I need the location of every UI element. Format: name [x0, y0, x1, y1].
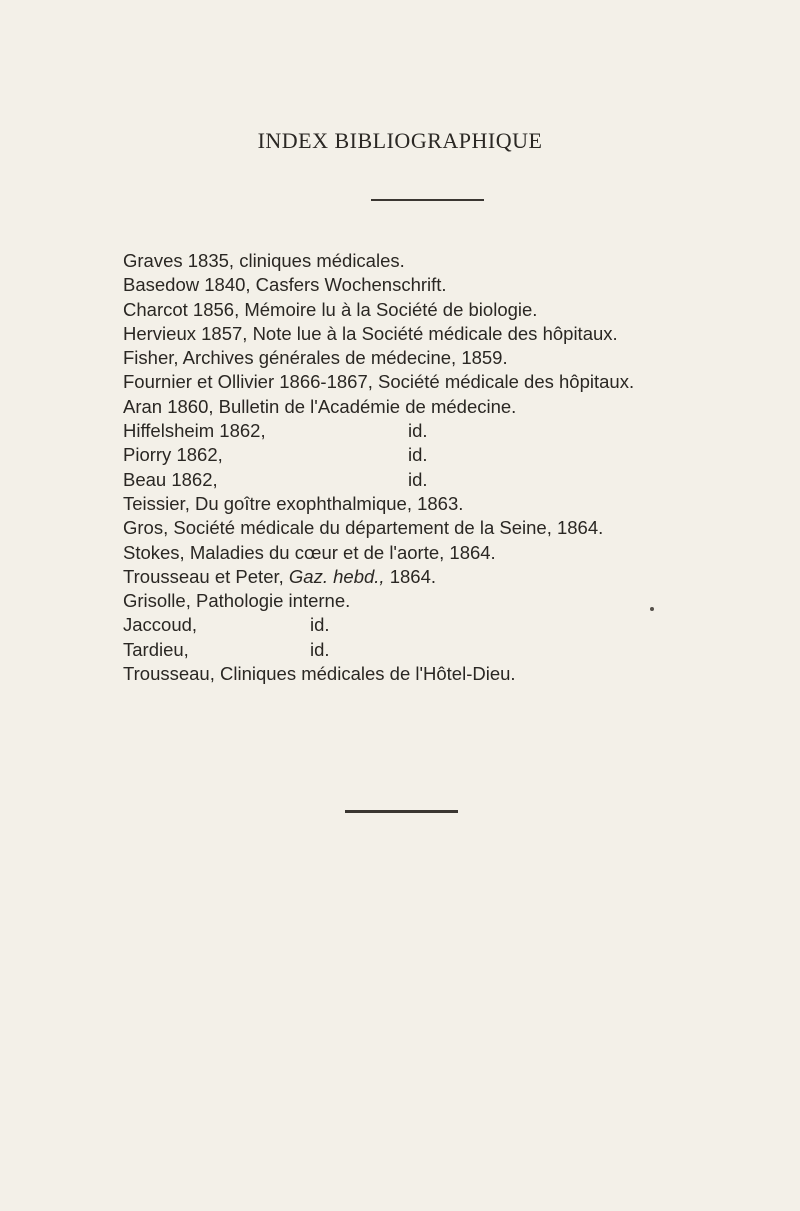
bibliography-list: [123, 249, 783, 686]
entry-journal: Gaz. hebd.,: [288, 565, 385, 587]
bibliography-entry: Grisolle, Pathologie interne.: [123, 590, 351, 612]
entry-author: Tardieu,: [123, 638, 189, 660]
page-title: INDEX BIBLIOGRAPHIQUE: [257, 128, 543, 153]
entry-id-ref: id.: [408, 420, 428, 442]
bibliography-entry: [123, 443, 783, 467]
entry-id-ref: id.: [310, 638, 330, 660]
bibliography-entry: [123, 419, 783, 443]
entry-author: Hiffelsheim 1862,: [123, 420, 266, 442]
entry-author: Piorry 1862,: [123, 444, 223, 466]
bottom-divider: [345, 810, 458, 813]
entry-author: Trousseau et Peter,: [123, 565, 284, 587]
bibliography-entry: Charcot 1856, Mémoire lu à la Société de biologie.: [123, 298, 538, 320]
bibliography-entry: [123, 638, 783, 662]
bibliography-entry: Graves 1835, cliniques médicales.: [123, 250, 405, 271]
entry-id-ref: id.: [310, 614, 330, 636]
bibliography-entry: Fournier et Ollivier 1866-1867, Société médicale des hôpitaux.: [123, 371, 635, 393]
entry-author: Jaccoud,: [123, 614, 198, 636]
bibliography-entry: Fisher, Archives générales de médecine, 1859.: [123, 347, 508, 369]
bibliography-entry: [123, 613, 783, 637]
bibliography-entry: Hervieux 1857, Note lue à la Société médicale des hôpitaux.: [123, 322, 618, 344]
bibliography-entry: Trousseau, Cliniques médicales de l'Hôtel-Dieu.: [123, 663, 516, 685]
bibliography-entry: [123, 468, 783, 492]
bibliography-entry: Teissier, Du goître exophthalmique, 1863.: [123, 492, 464, 514]
top-divider: [371, 199, 484, 201]
bibliography-entry: Stokes, Maladies du cœur et de l'aorte, 1864.: [123, 541, 496, 563]
entry-author: Beau 1862,: [123, 468, 218, 490]
bibliography-entry: [123, 565, 783, 589]
bibliography-entry: Gros, Société médicale du département de la Seine, 1864.: [123, 517, 604, 539]
ink-dot: [650, 607, 654, 611]
bibliography-entry: Aran 1860, Bulletin de l'Académie de médecine.: [123, 395, 517, 417]
entry-id-ref: id.: [408, 468, 428, 490]
entry-year: 1864.: [389, 565, 436, 587]
bibliography-entry: Basedow 1840, Casfers Wochenschrift.: [123, 274, 447, 296]
entry-id-ref: id.: [408, 444, 428, 466]
